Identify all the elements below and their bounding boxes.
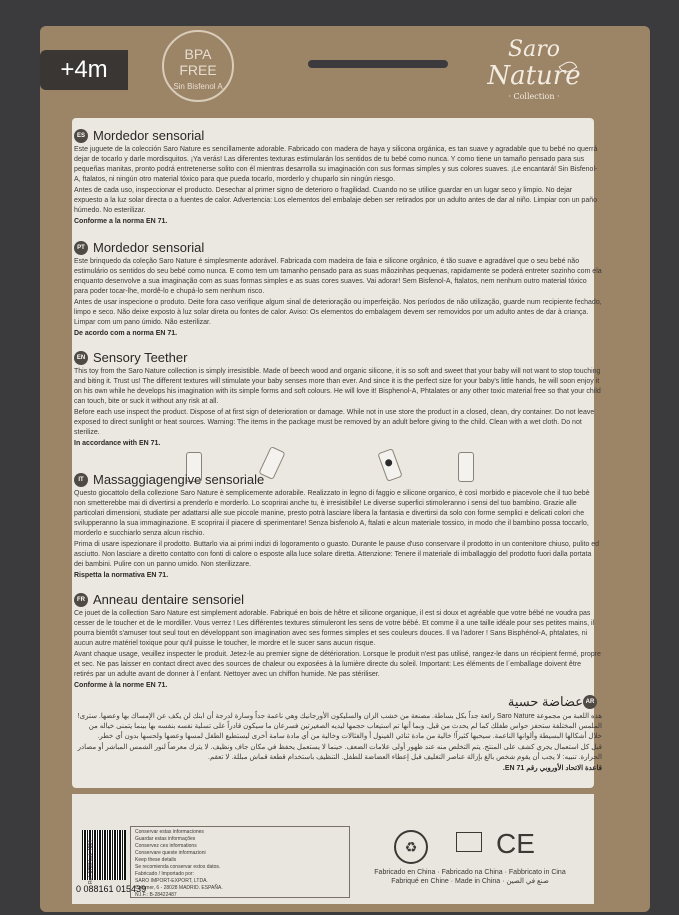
recycle-icon: ♻: [394, 830, 428, 864]
section-care: Avant chaque usage, veuillez inspecter le produit. Jetez-le au premier signe de détérioration. Lorsque le produit n'est pas utilisé, rangez-le dans un récipient fermé, propre et sec. Ne pas laisser en contact direct avec des sources de chaleur ou exposées à la lumière directe du soleil. Important: Les éléments de l´emballage doivent être retirés par un adulte avant de donner à l´enfant. Nettoyer avec un chiffon humide. Ne pas stériliser.: [74, 651, 601, 678]
logo-line2: Nature: [487, 61, 581, 91]
age-badge: +4m: [40, 50, 128, 90]
section-ar: [74, 694, 602, 774]
importer-box: Conservar estas informaciones Guardar estas informações Conservez ces informations Conservare queste informazioni Keep these details Se recomienda conservar estos datos. Fabricado / Importado por: SARO IMPORT-EXPORT, LTDA. Colomer, 6 - 28028 MADRID. ESPAÑA. N.I.F.: B-28422487: [130, 826, 350, 898]
flag-it-icon: IT: [74, 473, 88, 487]
section-title: Mordedor sensorial: [93, 128, 205, 143]
bpa-line1: BPA: [184, 46, 212, 62]
section-body: This toy from the Saro Nature collection is simply irresistible. Made of beech wood and organic silicone, it is so soft and sweet that your baby will not want to stop touching and biting it. Trust us! The different textures will stimulate your baby senses more than ever. And since it is the perfect size for your baby's little hands, he will soon enjoy it on his own while he develops his imagination with its simple forms and soft colours. He will love it! Bisphenol-A, Phtalates or any other toxic material free so that your child can touch, bite or suck it without any risk at all.: [74, 368, 601, 405]
section-body: هذه اللعبة من مجموعة Saro Nature رائعة جداً بكل بساطة. مصنعة من خشب الزان والسليكون الأورجانيك وهي ناعمة جداً وسارة لدرجة أن ابنك لن يكف عن الإمساك بها وعضها. سترى! الملمس المختلفة ستحفز حواس طفلك كما لم يحدث من قبل. وبما أنها تم استيعاب حجمها ليديه الصغيرتين فسرعان ما سيكون قادراً على تسلية نفسه بنفسه بها بينما يتمنى خياله من خلال أشكالها البسيطة وألوانها الناعمة. سيحبها كثيراً! خالية من مادة ثنائي الفينول أ والفثالات وخالية من أي مادة سامة أخرى ليستطيع الطفل لمسها وعضها ولحسها بدون أي خطر.: [77, 713, 602, 740]
section-title: Massaggiagengive sensoriale: [93, 472, 265, 487]
section-standard: Rispetta la normativa EN 71.: [74, 572, 169, 579]
bpa-line2: FREE: [179, 62, 217, 78]
ref-lot: Ref. 1720 Lot. 4554: [88, 840, 94, 884]
section-title: Mordedor sensorial: [93, 240, 205, 255]
section-body: Este brinquedo da coleção Saro Nature é simplesmente adorável. Fabricada com madeira de faia e silicone orgânico, é tão suave e agradável que o seu bebé não estimulário os sentidos do seu bebé como nunca. E como tem um tamanho pensado para as suas mãozinhas pequenas, rapidamente se poderá entreter sozinho com ela enquanto desenvolve a sua imaginação com as suas formas simples e as suas cores suaves. Vai adorar! Sem Bisfenol-A, ftalatos, nem nenhum outro material tóxico para poder tocar-lhe, mordê-lo e chupá-lo sem nenhum risco.: [74, 258, 602, 295]
section-title: عضاضة حسية: [507, 694, 583, 709]
ce-mark: CE: [496, 828, 535, 859]
section-care: Before each use inspect the product. Dispose of at first sign of deterioration or damage. While not in use store the product in a closed, clean, dry container. Do not leave exposed to direct sunlight or heat sources. Warning: The items in the package must be removed by an adult before giving to the child. Clean with a wet cloth. Do not sterilize.: [74, 409, 595, 436]
section-it: [74, 472, 602, 581]
bpa-free-seal: [162, 30, 234, 102]
section-care: قبل كل استعمال يجري كشف على المنتج. يتم التخلص منه عند ظهور أولى علامات الضعف. حينما لا يستعمل يحفظ في مكان جاف ونظيف. لا يترك معرضاً لنور الشمس المباشر أو مصادر الحرارة. تنبيه: لا يجب أن يقوم شخص بالغ بإزالة عناصر التغليف قبل إعطاء العضاضة للطفل. التنظيف باستخدام قطعة قماش مبللة. لا تعقم.: [77, 744, 602, 761]
flag-en-icon: EN: [74, 351, 88, 365]
clip-dot: [384, 458, 393, 467]
logo-line3: · Collection ·: [508, 92, 560, 101]
barcode-number: 0 088161 015439: [76, 884, 147, 894]
section-title: Sensory Teether: [93, 350, 188, 365]
section-body: Este juguete de la colección Saro Nature es sencillamente adorable. Fabricado con madera de haya y silicona orgánica, es tan suave y agradable que tu bebé no querrá dejar de tocarlo y darle mordisquitos. ¡Ya verás! Las diferentes texturas estimularán los sentidos de tu bebé como nunca. Y como tiene un tamaño pensado para sus pequeñas manitas, pronto podrá entretenerse solito con él mientras desarrolla su imaginación con sus formas simples y sus colores suaves. ¡Le encantará! Sin Bisfenol-A, ftalatos, ni ningún otro material tóxico para que pueda tocarlo, morderlo y chuparlo sin ningún riesgo.: [74, 146, 598, 183]
flag-pt-icon: PT: [74, 241, 88, 255]
section-body: Ce jouet de la collection Saro Nature est simplement adorable. Fabriqué en bois de hêtre et silicone organique, il est si doux et agréable que votre bébé ne voudra pas cesser de le toucher et de le mordiller. Vous verrez ! Les différentes textures stimuleront les sens de votre bébé. Et comme il a une taille idéale pour ses petites mains, il pourra bientôt s'amuser tout seul tout en développant son imagination avec ses formes simples et ses couleurs douces. Il va l'adorer ! Sans Bisphénol-A, phtalates, ni aucun autre matériel toxique pour qu'il puisse le toucher, le mordre et le sucer sans aucun risque.: [74, 610, 595, 647]
section-en: [74, 350, 602, 449]
section-care: Antes de cada uso, inspeccionar el producto. Desechar al primer signo de deterioro o fragilidad. Cuando no se utilice guardar en un lugar seco y limpio. No dejar expuesto a la luz solar directa o a fuentes de calor. Advertencia: Los elementos del embalaje deben ser retirados por un adulto antes de dar al niño. Limpiar con un paño húmedo. No esterilizar.: [74, 187, 597, 214]
flag-fr-icon: FR: [74, 593, 88, 607]
section-title: Anneau dentaire sensoriel: [93, 592, 245, 607]
made-in-china: Fabricado en China · Fabricado na China · Fabbricato in Cina Fabriqué en Chine · Made in China · صنع في الصين: [374, 869, 566, 885]
bin-mark-icon: [456, 832, 482, 852]
section-care: Prima di usare ispezionare il prodotto. Buttarlo via ai primi indizi di logoramento o guasto. Durante le pause d'uso conservare il prodotto in un contenitore chiuso, pulito ed asciutto. Non lasciare a diretto contatto con fonti di calore o esposte alla luce solare diretta. Attenzione: Tenere il materiale di imballaggio del prodotto fuori dalla portata dei bambini. Pulire con un panno umido. Non sterilizzare.: [74, 541, 600, 568]
section-care: Antes de usar inspecione o produto. Deite fora caso verifique algum sinal de deterioração ou imperfeição. Nos períodos de não utilização, guarde num recipiente fechado, limpo e seco. Não deixe exposto à luz solar direta ou fontes de calor. Aviso: Os elementos do embalagem devem ser removidos por um adulto antes de dar à criança. Limpar com um pano úmido. Não esterilizar.: [74, 299, 602, 326]
section-fr: [74, 592, 602, 691]
section-standard: Conforme à la norme EN 71.: [74, 682, 168, 689]
bpa-line3: Sin Bisfenol A: [173, 82, 223, 91]
section-standard: Conforme a la norma EN 71.: [74, 218, 168, 225]
flag-ar-icon: AR: [583, 695, 597, 709]
section-standard: قاعدة الاتحاد الأوروبي رقم EN 71.: [502, 765, 602, 772]
section-es: [74, 128, 602, 227]
logo-line1: Saro: [508, 37, 560, 62]
section-body: Questo giocattolo della collezione Saro Nature è semplicemente adorabile. Realizzato in legno di faggio e silicone organico, è così morbido e piacevole che il tuo bebè non smetterebbe mai di divertirsi a prenderlo e morderlo. Lo scoprirai anche tu, è irresistibile! Le diverse superfici stimoleranno i sensi del tuo bambino. Grazie alle particolari dimensioni, studiate per adattarsi alle sue piccole manine, presto potrà lasciare libera la fantasia e divertirsi da solo con forme semplici e delicati colori che svilupperanno la sua immaginazione. E scoprirai il piacere di sperimentare! Senza bisfenolo A, ftalati e alcun materiale tossico, in modo che il bambino possa toccarlo, morderlo e succhiarlo senza alcun rischio.: [74, 490, 590, 537]
section-standard: In accordance with EN 71.: [74, 440, 161, 447]
flag-es-icon: ES: [74, 129, 88, 143]
hang-hole: [308, 60, 448, 68]
section-pt: [74, 240, 602, 339]
section-standard: De acordo com a norma EN 71.: [74, 330, 178, 337]
